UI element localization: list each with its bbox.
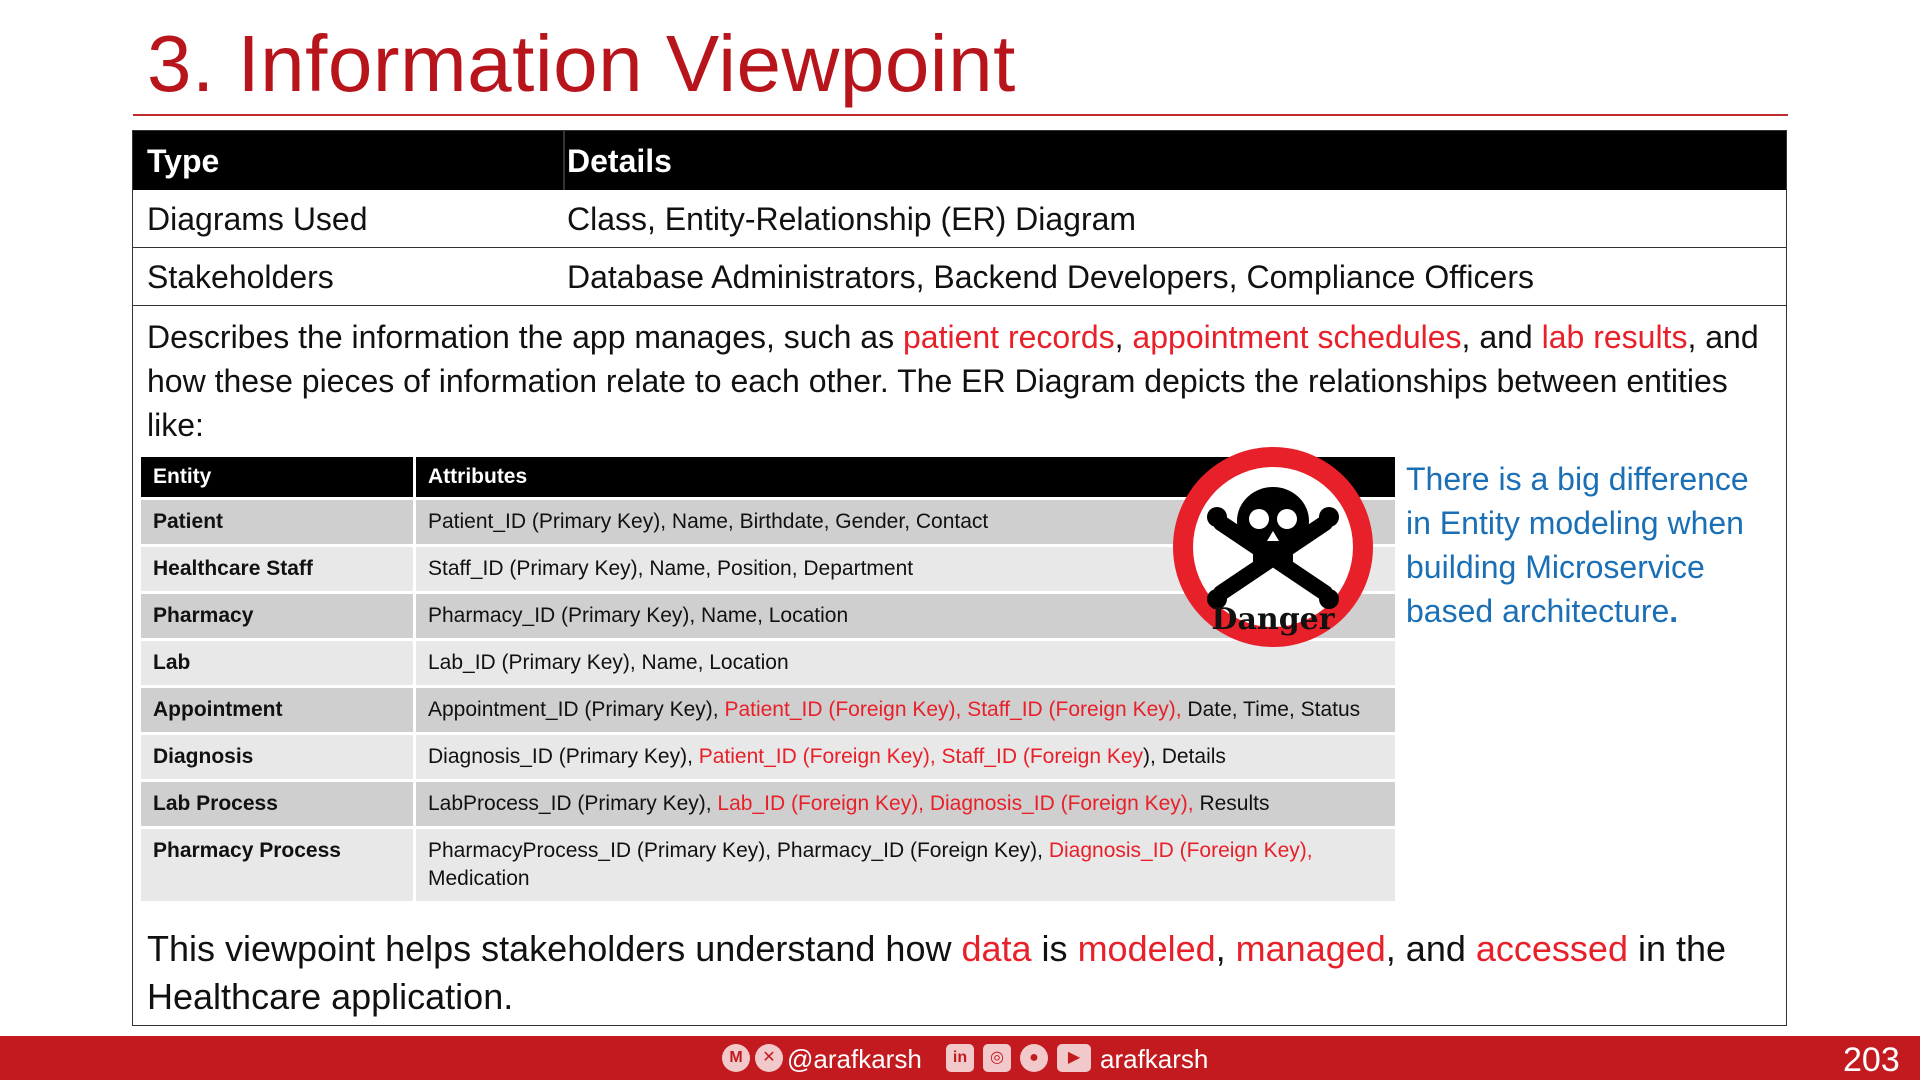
footer-bar <box>0 1036 1920 1080</box>
entity-attributes: LabProcess_ID (Primary Key), Lab_ID (Foreign Key), Diagnosis_ID (Foreign Key), Results <box>415 781 1396 828</box>
closing-text: This viewpoint helps stakeholders understand how <box>147 928 962 969</box>
entity-attributes: Patient_ID (Primary Key), Name, Birthdate, Gender, Contact <box>415 499 1396 546</box>
closing-text: , <box>1215 928 1236 969</box>
closing-text: in the Healthcare application. <box>147 928 1727 1017</box>
content-frame <box>132 130 1787 1026</box>
page-title: 3. Information Viewpoint <box>147 19 1016 108</box>
description-text: , and <box>1461 319 1542 355</box>
header-entity: Entity <box>141 457 415 499</box>
danger-sign <box>1169 443 1377 651</box>
description-text: Describes the information the app manages, such as <box>147 319 903 355</box>
entity-name: Pharmacy <box>141 593 415 640</box>
entity-attributes: PharmacyProcess_ID (Primary Key), Pharmacy_ID (Foreign Key), Diagnosis_ID (Foreign Key), Medication <box>415 828 1396 902</box>
entity-modeling-note <box>1406 457 1776 633</box>
highlight-appointment-schedules: appointment schedules <box>1132 319 1462 355</box>
entity-attributes: Staff_ID (Primary Key), Name, Position, Department <box>415 546 1396 593</box>
entity-attributes: Lab_ID (Primary Key), Name, Location <box>415 640 1396 687</box>
note-text: There is a big difference in Entity modeling when building Microservice based architecture <box>1406 461 1749 629</box>
table-row <box>141 687 1395 734</box>
summary-row-diagrams <box>133 190 1786 248</box>
github-icon[interactable]: ● <box>1020 1044 1048 1072</box>
medium-icon[interactable]: M <box>722 1044 750 1072</box>
footer-handle-2: arafkarsh <box>1100 1044 1209 1074</box>
entity-name: Lab <box>141 640 415 687</box>
summary-details: Class, Entity-Relationship (ER) Diagram <box>567 201 1137 237</box>
entity-attributes: Diagnosis_ID (Primary Key), Patient_ID (Foreign Key), Staff_ID (Foreign Key), Details <box>415 734 1396 781</box>
entity-name: Diagnosis <box>141 734 415 781</box>
description-text: , <box>1114 319 1133 355</box>
entity-attributes: Appointment_ID (Primary Key), Patient_ID (Foreign Key), Staff_ID (Foreign Key), Date, Time, Status <box>415 687 1396 734</box>
table-row <box>141 828 1395 902</box>
entity-name: Appointment <box>141 687 415 734</box>
highlight-data: data <box>961 928 1032 969</box>
danger-label: Danger <box>1211 602 1335 637</box>
header-attributes: Attributes <box>415 457 1396 499</box>
entity-name: Lab Process <box>141 781 415 828</box>
table-row <box>141 781 1395 828</box>
highlight-managed: managed <box>1235 928 1386 969</box>
title-divider <box>133 114 1788 116</box>
entity-name: Healthcare Staff <box>141 546 415 593</box>
summary-type: Stakeholders <box>147 259 334 295</box>
highlight-lab-results: lab results <box>1541 319 1688 355</box>
description-text: , and how these pieces of information relate to each other. The ER Diagram depicts the relationships between entities like: <box>147 319 1759 443</box>
highlight-patient-records: patient records <box>902 319 1115 355</box>
closing-paragraph <box>147 925 1767 1021</box>
closing-text: , and <box>1385 928 1476 969</box>
description-paragraph <box>147 315 1767 447</box>
instagram-icon[interactable]: ◎ <box>983 1044 1011 1072</box>
summary-type: Diagrams Used <box>147 201 368 237</box>
header-details: Details <box>567 143 672 179</box>
x-icon[interactable]: ✕ <box>755 1044 783 1072</box>
header-separator <box>563 131 565 190</box>
page-number: 203 <box>1843 1041 1900 1079</box>
header-type: Type <box>147 143 220 179</box>
entity-attributes: Pharmacy_ID (Primary Key), Name, Location <box>415 593 1396 640</box>
summary-table-header <box>133 131 1786 190</box>
summary-details: Database Administrators, Backend Developers, Compliance Officers <box>567 259 1534 295</box>
footer-handle: @arafkarsh <box>787 1044 922 1074</box>
entity-name: Patient <box>141 499 415 546</box>
closing-text: is <box>1031 928 1078 969</box>
linkedin-icon[interactable]: in <box>946 1044 974 1072</box>
entity-name: Pharmacy Process <box>141 828 415 902</box>
highlight-modeled: modeled <box>1077 928 1216 969</box>
note-period: . <box>1669 593 1679 629</box>
table-row <box>141 734 1395 781</box>
summary-row-stakeholders <box>133 248 1786 306</box>
youtube-icon[interactable]: ▶ <box>1057 1044 1091 1072</box>
highlight-accessed: accessed <box>1475 928 1628 969</box>
